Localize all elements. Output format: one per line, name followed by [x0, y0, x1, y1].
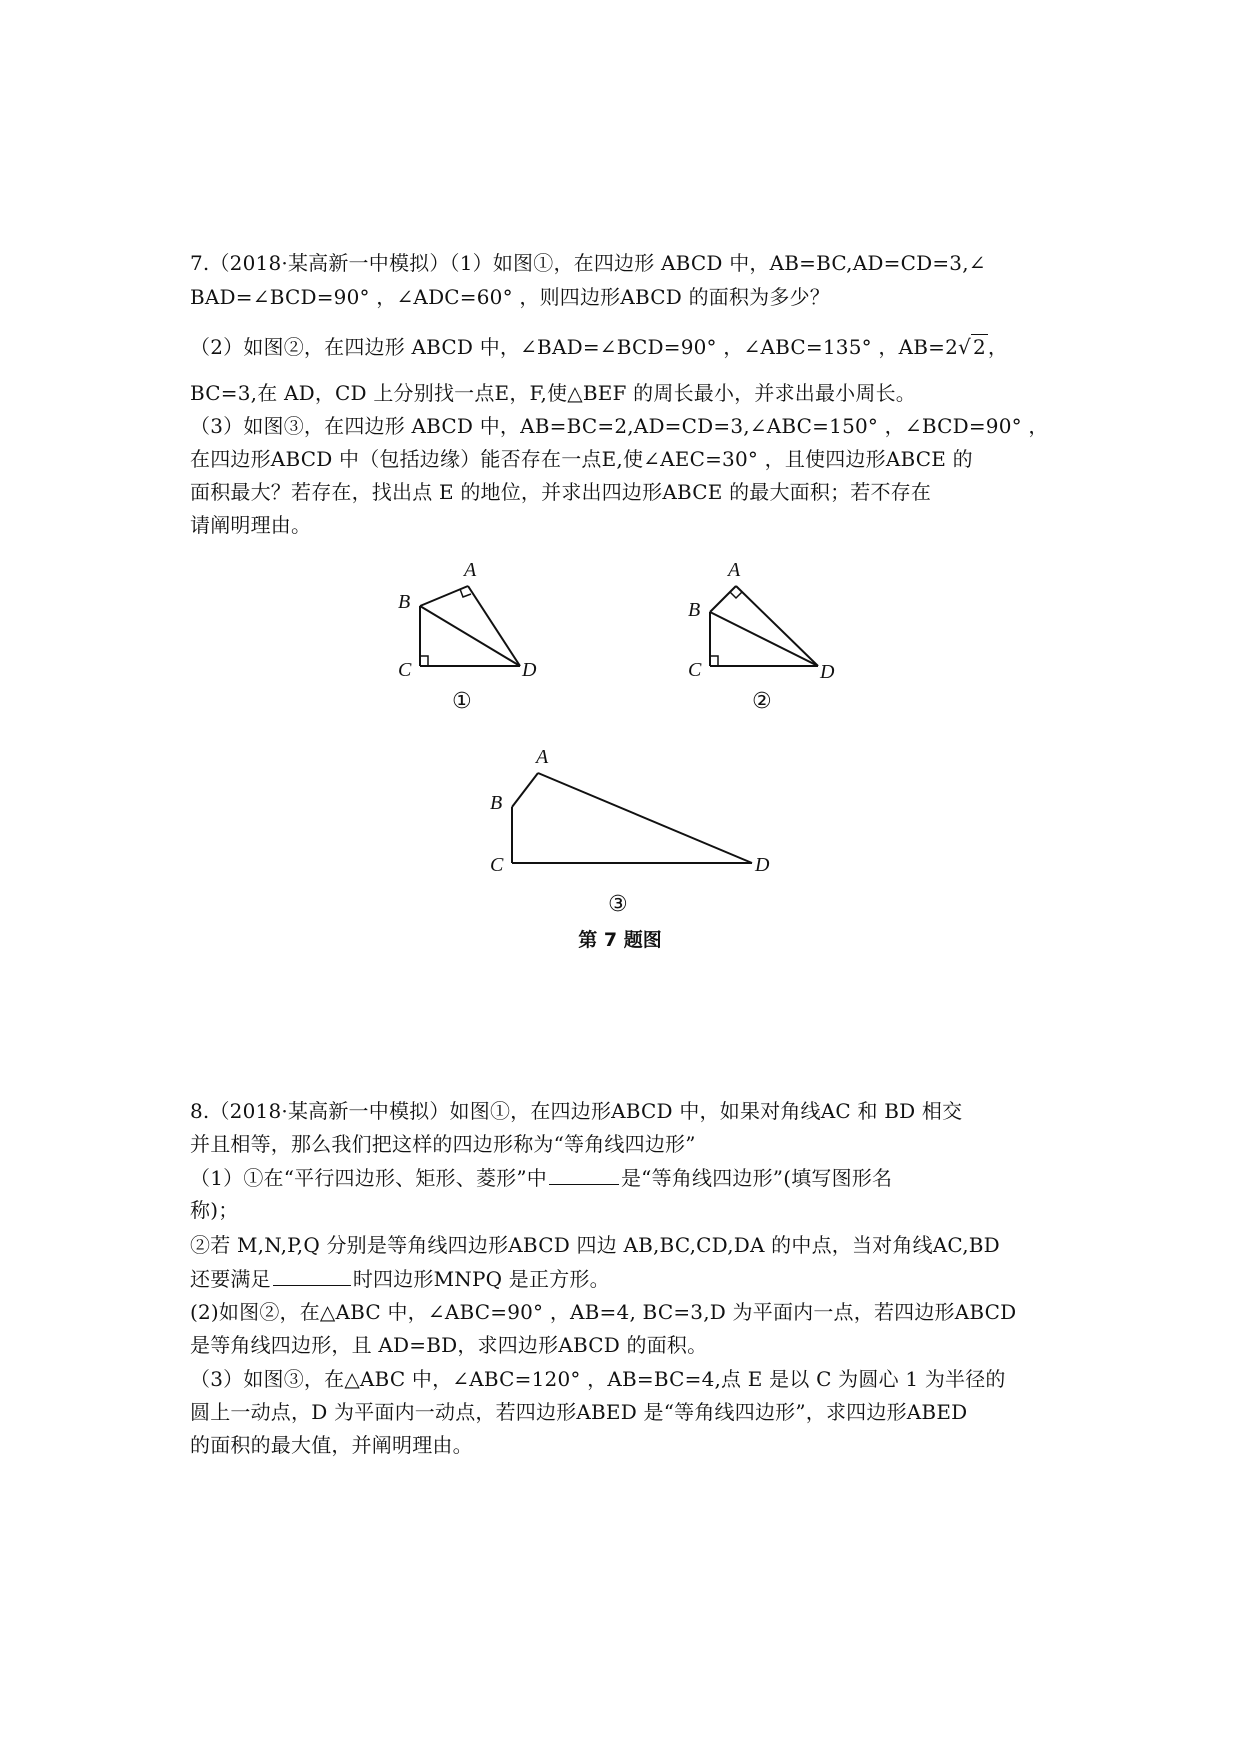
q8-line-11: 的面积的最大值，并阐明理由。 [190, 1433, 473, 1457]
figure-number: ② [752, 689, 772, 714]
label-d: D [755, 854, 770, 876]
q7-line-7: 面积最大？若存在，找出点 E 的地位，并求出四边形ABCE 的最大面积；若不存在 [190, 480, 932, 504]
right-angle-mark-a [730, 592, 742, 598]
label-a: A [728, 559, 741, 581]
q8-line-2: 并且相等，那么我们把这样的四边形称为“等角线四边形” [190, 1132, 696, 1156]
figure-2-diagram [680, 548, 860, 718]
label-b: B [490, 792, 503, 814]
q8-line-1: 8.（2018·某高新一中模拟）如图①，在四边形ABCD 中，如果对角线AC 和 BD 相交 [190, 1099, 963, 1123]
q8-line-9: （3）如图③，在△ABC 中，∠ABC=120° ，AB=BC=4,点 E 是以 C 为圆心 1 为半径的 [190, 1367, 1006, 1391]
q8-line-8: 是等角线四边形，且 AD=BD，求四边形ABCD 的面积。 [190, 1333, 708, 1357]
label-d: D [522, 659, 537, 681]
segment-bd [710, 612, 818, 666]
q8-line-10: 圆上一动点，D 为平面内一动点，若四边形ABED 是“等角线四边形”，求四边形ABED [190, 1400, 968, 1424]
figure-number: ③ [608, 892, 628, 917]
figure-caption: 第 7 题图 [578, 929, 662, 951]
figure-number: ① [452, 689, 472, 714]
q7-line-8: 请阐明理由。 [190, 513, 312, 537]
q7-line-6: 在四边形ABCD 中（包括边缘）能否存在一点E,使∠AEC=30° ，且使四边形ABCE 的 [190, 447, 973, 471]
label-c: C [398, 659, 412, 681]
q8-line-7: (2)如图②，在△ABC 中，∠ABC=90° ，AB=4, BC=3,D 为平面内一点，若四边形ABCD [190, 1300, 1017, 1324]
q7-line-5: （3）如图③，在四边形 ABCD 中，AB=BC=2,AD=CD=3,∠ABC=150° ，∠BCD=90° ， [190, 414, 1049, 438]
q7-line-2: BAD=∠BCD=90° ，∠ADC=60° ，则四边形ABCD 的面积为多少？ [190, 285, 830, 309]
label-a: A [536, 746, 549, 768]
figure-3-diagram [480, 725, 820, 915]
label-d: D [820, 661, 835, 683]
label-b: B [398, 591, 411, 613]
q8-line-3-text: （1）①在“平行四边形、矩形、菱形”中 [190, 1166, 547, 1190]
segment-bd [420, 606, 520, 666]
q8-line-6 [190, 1263, 1070, 1294]
q7-line-3-text: （2）如图②，在四边形 ABCD 中，∠BAD=∠BCD=90° ，∠ABC=135° ，AB=2 [190, 335, 958, 359]
segment-ab [710, 586, 736, 612]
q8-line-6-end: 时四边形MNPQ 是正方形。 [352, 1267, 610, 1291]
segment-ad [538, 773, 752, 863]
figure-1-diagram [390, 548, 560, 718]
figure-3 [480, 725, 820, 915]
label-b: B [688, 599, 701, 621]
q7-line-1: 7.（2018·某高新一中模拟）（1）如图①，在四边形 ABCD 中，AB=BC,AD=CD=3,∠ [190, 251, 986, 275]
label-a: A [464, 559, 477, 581]
right-angle-mark-c [710, 656, 718, 666]
label-c: C [490, 854, 504, 876]
q8-line-3 [190, 1162, 1070, 1193]
figure-2 [680, 548, 860, 718]
answer-blank-2[interactable] [273, 1263, 351, 1286]
sqrt-expression: √ 2 [958, 335, 986, 359]
right-angle-mark-c [420, 656, 428, 666]
right-angle-mark-a [460, 589, 471, 597]
answer-blank-1[interactable] [549, 1162, 619, 1185]
segment-ab [512, 773, 538, 807]
label-c: C [688, 659, 702, 681]
segment-ad [468, 586, 520, 666]
q7-line-4: BC=3,在 AD，CD 上分别找一点E，F,使△BEF 的周长最小，并求出最小周长。 [190, 381, 916, 405]
q7-line-3-end: ， [987, 335, 1009, 359]
sqrt-radicand: 2 [972, 335, 986, 359]
q8-line-5: ②若 M,N,P,Q 分别是等角线四边形ABCD 四边 AB,BC,CD,DA 的中点，当对角线AC,BD [190, 1233, 1000, 1257]
segment-ad [736, 586, 818, 666]
q8-line-3-end: 是“等角线四边形”(填写图形名 [620, 1166, 893, 1190]
figure-1 [390, 548, 560, 718]
q8-line-4: 称)； [190, 1198, 239, 1222]
q7-line-3 [190, 332, 1070, 362]
q8-line-6-text: 还要满足 [190, 1267, 271, 1291]
